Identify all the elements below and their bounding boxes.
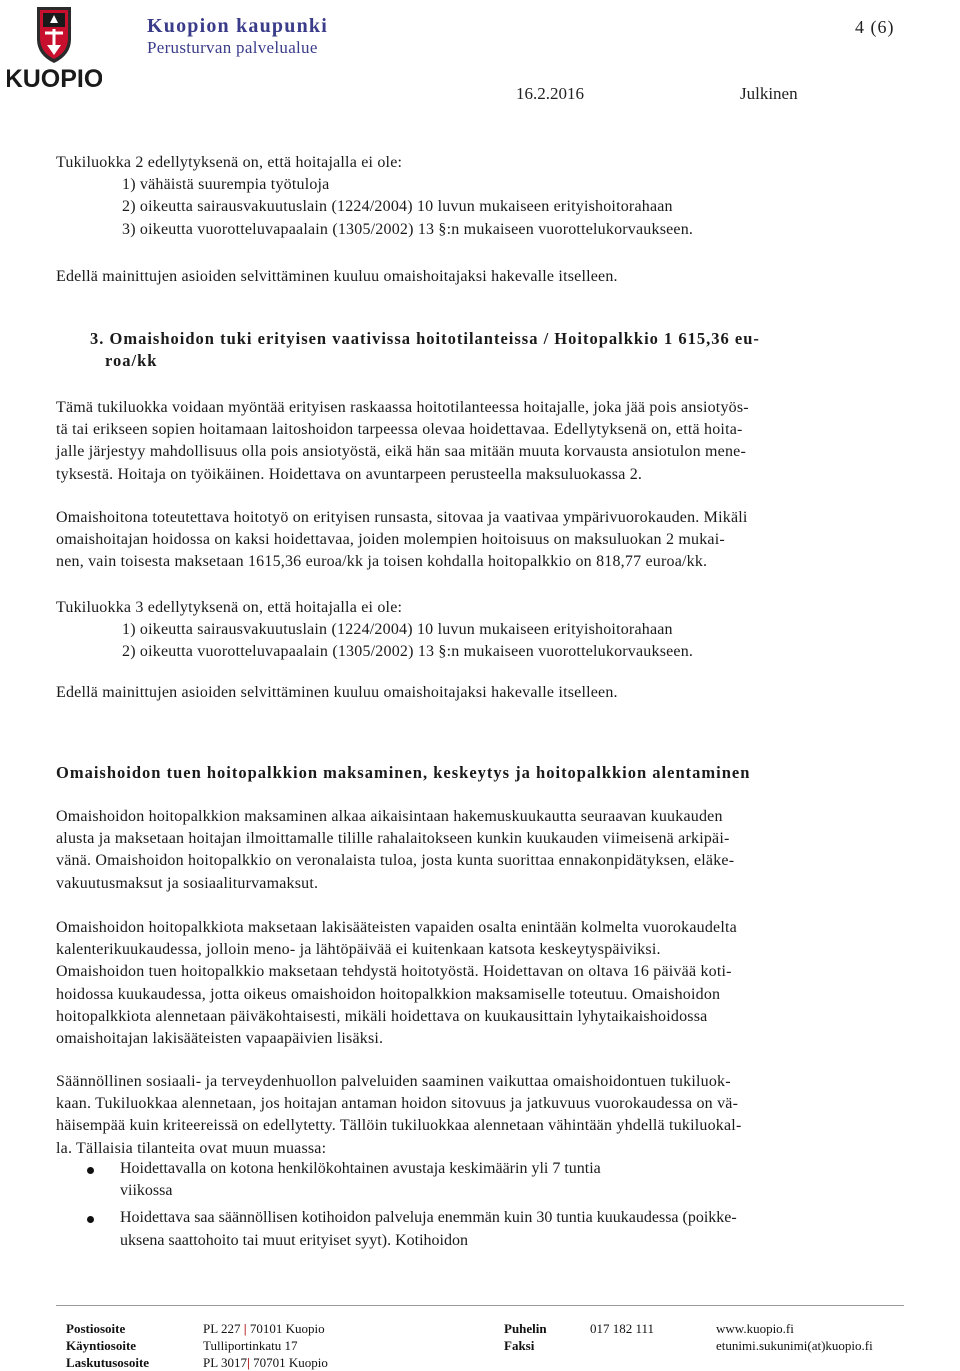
billing-box: PL 3017 [203,1355,247,1370]
text-line: omaishoitajan hoidossa on kaksi hoidettavaa, joiden molempien hoitoisuus on maksuluokan 2 mukai- [56,531,725,549]
text-line: Omaishoidon tuen hoitopalkkio maksetaan tehdystä hoitotyöstä. Hoidettavan on oltava 16 päivää koti- [56,963,732,981]
postal-label: Postiosoite [66,1321,126,1336]
page-number: 4 (6) [855,17,895,37]
list-item [56,1158,906,1202]
phone-number: 017 182 111 [590,1321,655,1336]
text-line: vänä. Omaishoidon hoitopalkkio on veronalaista tuloa, josta kunta suorittaa ennakonpidätyksen, eläke- [56,852,735,870]
bullet-text: viikossa [120,1182,173,1200]
list-item: 1) vähäistä suurempia työtuloja [122,176,330,194]
text-line: Omaishoitona toteutettava hoitotyö on erityisen runsasta, sitovaa ja vaativaa ympärivuorokauden. Mikäli [56,509,748,526]
section3-paragraph-2 [56,507,906,574]
payment-paragraph-3 [56,1071,906,1160]
list-item: 3) oikeutta vuorotteluvapaalain (1305/2002) 13 §:n mukaiseen vuorottelukorvaukseen. [122,220,694,238]
text-line: kalenterikuukaudessa, jolloin meno- ja lähtöpäivää ei kuitenkaan katsota keskeytyspäiviksi. [56,941,661,959]
postal-city: 70101 Kuopio [249,1321,325,1336]
postal-address [203,1321,325,1337]
text-line: jalle järjestyy mahdollisuus olla pois ansiotyöstä, eikä hän saa mitään muuta korvausta ansiotulon mene- [56,443,746,461]
website-link[interactable]: www.kuopio.fi [716,1321,794,1336]
text-line: Tämä tukiluokka voidaan myöntää erityisen raskaassa hoitotilanteessa hoitajalle, joka jää pois ansiotyös- [56,399,749,416]
visit-label: Käyntiosoite [66,1338,137,1353]
fax-label: Faksi [504,1338,535,1353]
bullet-text: uksena saattohoito tai muut erityiset syyt). Kotihoidon [120,1231,468,1249]
tukiluokka3-intro: Tukiluokka 3 edellytyksenä on, että hoitajalla ei ole: [56,599,403,616]
tukiluokka2-conditions [56,152,906,241]
postal-box: PL 227 [203,1321,241,1336]
document-classification: Julkinen [740,84,798,103]
kuopio-logo [7,5,102,93]
document-date: 16.2.2016 [516,84,584,103]
text-line: tä tai erikseen sopien hoitamaan laitoshoidon tarpeessa olevaa hoidettavaa. Edellytyksenä on, että hoita- [56,421,743,439]
visit-address: Tulliportinkatu 17 [203,1338,298,1353]
list-item: 2) oikeutta sairausvakuutuslain (1224/2004) 10 luvun mukaiseen erityishoitorahaan [122,198,673,216]
list-item: 2) oikeutta vuorotteluvapaalain (1305/2002) 13 §:n mukaiseen vuorottelukorvaukseen. [122,643,694,661]
separator-icon: | [246,1355,250,1370]
text-line: tyksestä. Hoitaja on työikäinen. Hoidettava on avuntarpeen perusteella maksuluokassa 2. [56,465,643,483]
text-line: omaishoitajan lakisääteisten vapaapäivien lisäksi. [56,1030,384,1048]
list-item [56,1207,906,1251]
bullet-icon [87,1216,94,1223]
organization-unit: Perusturvan palvelualue [147,38,318,57]
payment-paragraph-1 [56,806,906,895]
text-line: alusta ja maksetaan hoitajan ilmoittamalle tilille rahalaitokseen kunkin kuukauden viimeisenä arkipäi- [56,830,730,848]
text-line: Omaishoidon hoitopalkkion maksaminen alkaa aikaisintaan hakemuskuukautta seuraavan kuukauden [56,808,723,825]
bullet-icon [87,1167,94,1174]
tukiluokka2-intro: Tukiluokka 2 edellytyksenä on, että hoitajalla ei ole: [56,154,403,171]
text-line: hoidossa kuukaudessa, jotta oikeus omaishoidon hoitopalkkion maksamiselle toteutuu. Omaishoidon [56,985,721,1003]
bullet-text: Hoidettavalla on kotona henkilökohtainen avustaja keskimäärin yli 7 tuntia [120,1160,601,1177]
text-line: vakuutusmaksut ja sosiaaliturvamaksut. [56,874,319,892]
section3-heading-line2: roa/kk [105,351,158,370]
section3-heading-line1: 3. Omaishoidon tuki erityisen vaativissa hoitotilanteissa / Hoitopalkkio 1 615,36 eu- [90,329,760,348]
billing-city: 70701 Kuopio [253,1355,328,1370]
text-line: la. Tällaisia tilanteita ovat muun muassa: [56,1139,327,1157]
text-line: häisempää kuin kriteereissä on edellytetty. Tällöin tukiluokkaa alennetaan vähintään yhdellä tukiluokal- [56,1117,742,1135]
email-link[interactable]: etunimi.sukunimi(at)kuopio.fi [716,1338,873,1353]
logo-wordmark: KUOPIO [7,65,102,93]
tukiluokka3-conditions [56,597,906,664]
text-line: nen, vain toisesta maksetaan 1615,36 euroa/kk ja toisen kohdalla hoitopalkkio on 818,77 euroa/kk. [56,553,708,571]
payment-heading: Omaishoidon tuen hoitopalkkion maksaminen, keskeytys ja hoitopalkkion alentaminen [56,763,751,782]
payment-paragraph-2 [56,917,906,1050]
list-item: 1) oikeutta sairausvakuutuslain (1224/2004) 10 luvun mukaiseen erityishoitorahaan [122,621,673,639]
footer-divider [56,1305,904,1306]
billing-label: Laskutusosoite [66,1355,150,1370]
tukiluokka3-note: Edellä mainittujen asioiden selvittäminen kuuluu omaishoitajaksi hakevalle itselleen. [56,684,618,701]
tukiluokka2-note: Edellä mainittujen asioiden selvittäminen kuuluu omaishoitajaksi hakevalle itselleen. [56,268,618,285]
reduction-examples-list [56,1158,906,1257]
text-line: Säännöllinen sosiaali- ja terveydenhuollon palveluiden saaminen vaikuttaa omaishoidontuen tukiluok- [56,1073,731,1090]
separator-icon: | [243,1321,247,1336]
organization-name: Kuopion kaupunki [147,15,328,37]
text-line: kaan. Tukiluokkaa alennetaan, jos hoitajan antaman hoidon sitovuus ja jatkuvuus vuorokaudessa on vä- [56,1095,739,1113]
section3-heading [90,328,760,372]
text-line: Omaishoidon hoitopalkkiota maksetaan lakisääteisten vapaiden osalta enintään kolmelta vuorokaudelta [56,919,737,936]
phone-label: Puhelin [504,1321,547,1336]
text-line: hoitopalkkiota alennetaan päiväkohtaisesti, mikäli hoidettava on kuukausittain lyhytaikaishoidossa [56,1007,708,1025]
bullet-text: Hoidettava saa säännöllisen kotihoidon palveluja enemmän kuin 30 tuntia kuukaudessa (poikke- [120,1209,737,1227]
section3-paragraph-1 [56,397,906,486]
billing-address [203,1355,328,1371]
